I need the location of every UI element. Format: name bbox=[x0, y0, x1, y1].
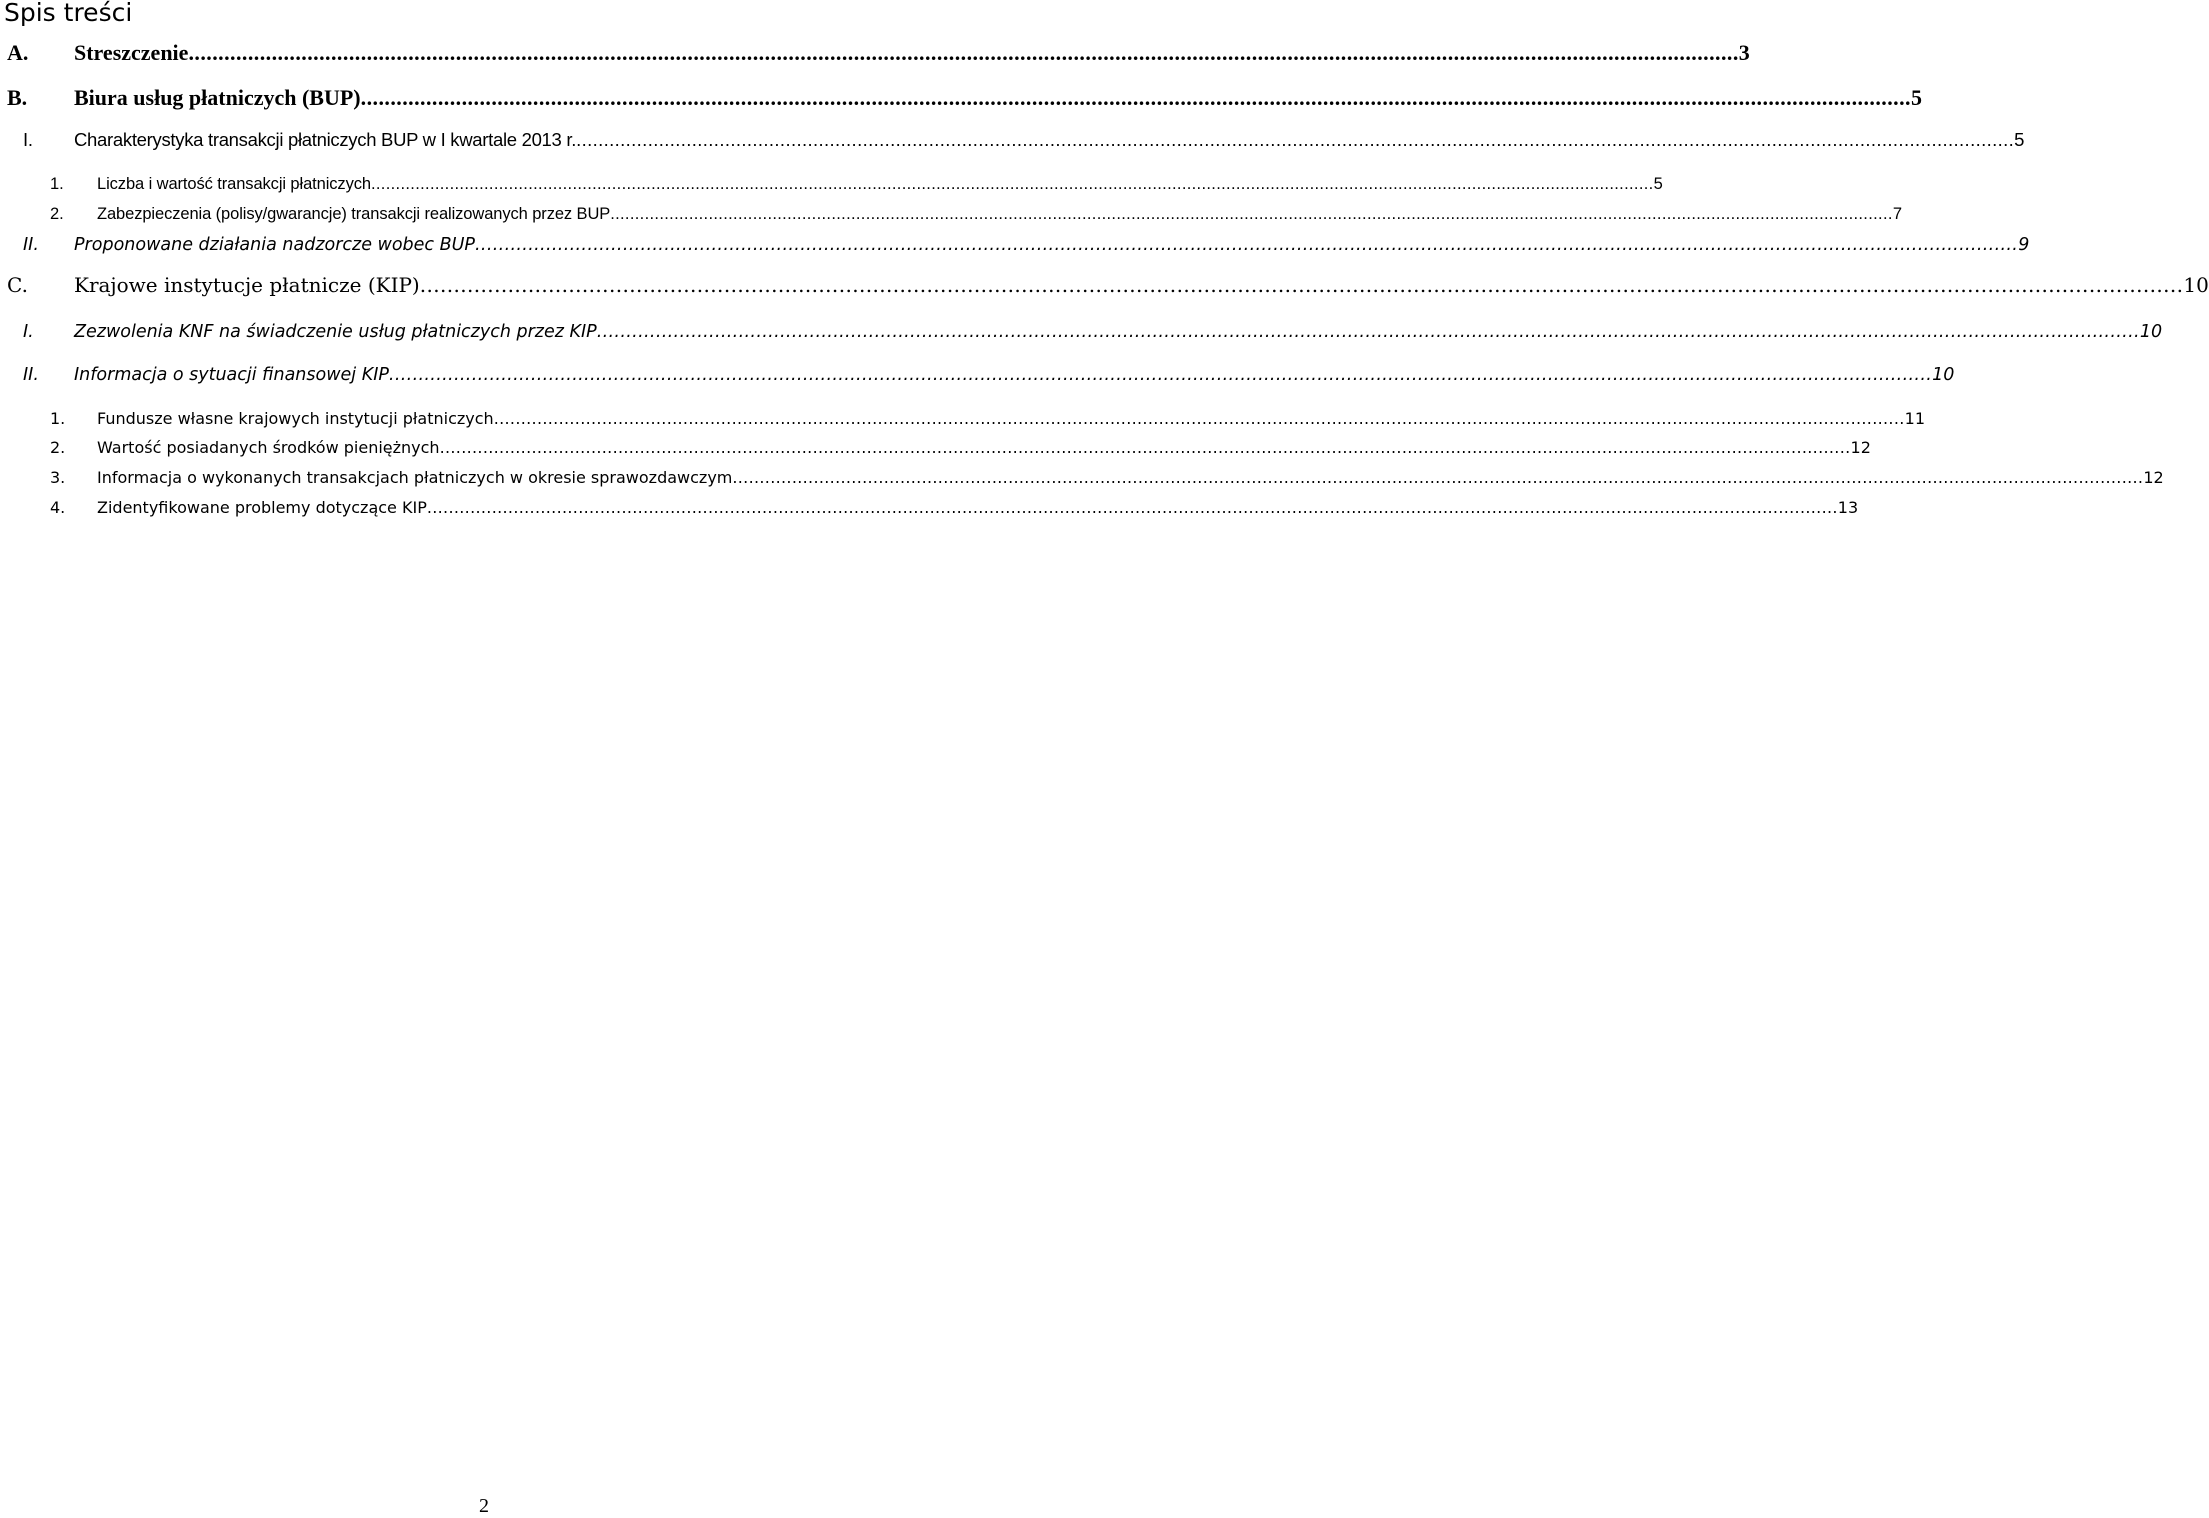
toc-dot-leader: ..................................................................................................................................................................................................................................................................... bbox=[493, 409, 1905, 428]
toc-entry-page: 7 bbox=[1892, 205, 1902, 223]
toc-entry-number: II. bbox=[23, 235, 39, 255]
toc-entry-title: Zabezpieczenia (polisy/gwarancje) transakcji realizowanych przez BUP bbox=[97, 205, 611, 223]
toc-entry-page: 9 bbox=[2018, 235, 2030, 255]
toc-entry-page: 3 bbox=[1738, 40, 1750, 65]
toc-entry-title: Informacja o sytuacji finansowej KIP bbox=[74, 365, 389, 385]
toc-entry-page: 10 bbox=[2139, 322, 2163, 342]
toc-entry-number: A. bbox=[7, 40, 29, 65]
toc-entry-title: Fundusze własne krajowych instytucji płatniczych bbox=[97, 409, 494, 428]
toc-entry-page: 10 bbox=[2183, 273, 2209, 297]
toc-entry-page: 13 bbox=[1837, 498, 1859, 517]
toc-entry-title: Charakterystyka transakcji płatniczych BUP w I kwartale 2013 r. bbox=[74, 129, 577, 150]
toc-entry-b-1-1[interactable] bbox=[0, 164, 1663, 194]
toc-entry-title: Proponowane działania nadzorcze wobec BUP bbox=[74, 235, 475, 255]
toc-entry-page: 5 bbox=[2014, 129, 2025, 150]
toc-dot-leader: ..................................................................................................................................................................................................................................................................... bbox=[439, 438, 1851, 457]
toc-dot-leader: ..................................................................................................................................................................................................................................................................... bbox=[426, 498, 1838, 517]
toc-entry-b-2[interactable] bbox=[0, 226, 2030, 256]
toc-entry-c-1[interactable] bbox=[0, 313, 2163, 343]
toc-entry-page: 10 bbox=[1932, 365, 1955, 385]
page-number: 2 bbox=[479, 1495, 489, 1517]
toc-entry-b-1[interactable] bbox=[0, 121, 2025, 151]
toc-title: Spis treści bbox=[4, 0, 133, 27]
toc-entry-number: 4. bbox=[50, 498, 66, 517]
toc-entry-number: 2. bbox=[50, 438, 66, 457]
toc-entry-c-2-2[interactable] bbox=[0, 428, 1871, 458]
toc-dot-leader: ..................................................................................................................................................................................................................................................................... bbox=[596, 322, 2140, 342]
toc-entry-number: 3. bbox=[50, 468, 66, 487]
toc-entry-number: B. bbox=[7, 85, 28, 110]
toc-dot-leader: ..................................................................................................................................................................................................................................................................... bbox=[360, 85, 1911, 110]
toc-entry-page: 5 bbox=[1910, 85, 1922, 110]
toc-entry-number: I. bbox=[23, 129, 33, 150]
toc-dot-leader: ..................................................................................................................................................................................................................................................................... bbox=[388, 365, 1933, 385]
toc-dot-leader: ..................................................................................................................................................................................................................................................................... bbox=[370, 175, 1654, 193]
toc-dot-leader: ..................................................................................................................................................................................................................................................................... bbox=[188, 40, 1739, 65]
toc-entry-page: 12 bbox=[1850, 438, 1871, 457]
toc-entry-number: C. bbox=[7, 273, 28, 297]
toc-entry-c-2[interactable] bbox=[0, 356, 1955, 386]
toc-entry-number: I. bbox=[23, 322, 34, 342]
toc-entry-page: 11 bbox=[1904, 409, 1926, 428]
toc-entry-b-1-2[interactable] bbox=[0, 194, 1902, 224]
toc-entry-number: 2. bbox=[50, 205, 64, 223]
toc-entry-title: Informacja o wykonanych transakcjach płatniczych w okresie sprawozdawczym bbox=[97, 468, 733, 487]
toc-entry-number: 1. bbox=[50, 175, 64, 193]
toc-dot-leader: ..................................................................................................................................................................................................................................................................... bbox=[419, 273, 2184, 297]
toc-dot-leader: ..................................................................................................................................................................................................................................................................... bbox=[610, 205, 1893, 223]
toc-dot-leader: ..................................................................................................................................................................................................................................................................... bbox=[732, 468, 2144, 487]
toc-entry-title: Krajowe instytucje płatnicze (KIP) bbox=[74, 273, 420, 297]
page-footer bbox=[0, 1494, 960, 1518]
toc-entry-c-2-3[interactable] bbox=[0, 458, 2164, 488]
toc-entry-title: Biura usług płatniczych (BUP) bbox=[74, 85, 361, 110]
toc-entry-number: II. bbox=[23, 365, 39, 385]
toc-dot-leader: ..................................................................................................................................................................................................................................................................... bbox=[576, 129, 2015, 150]
toc-entry-title: Wartość posiadanych środków pieniężnych bbox=[97, 438, 440, 457]
toc-entry-title: Zezwolenia KNF na świadczenie usług płatniczych przez KIP bbox=[74, 322, 597, 342]
toc-entry-title: Streszczenie bbox=[74, 40, 189, 65]
toc-entry-c-2-4[interactable] bbox=[0, 488, 1859, 518]
toc-entry-page: 5 bbox=[1653, 175, 1663, 193]
toc-entry-c[interactable] bbox=[0, 268, 2209, 298]
toc-entry-title: Liczba i wartość transakcji płatniczych bbox=[97, 175, 371, 193]
toc-entry-c-2-1[interactable] bbox=[0, 399, 1926, 429]
toc-entry-number: 1. bbox=[50, 409, 66, 428]
toc-entry-title: Zidentyfikowane problemy dotyczące KIP bbox=[97, 498, 427, 517]
toc-entry-b[interactable] bbox=[0, 81, 1922, 111]
toc-entry-a[interactable] bbox=[0, 36, 1750, 66]
toc-dot-leader: ..................................................................................................................................................................................................................................................................... bbox=[475, 235, 2019, 255]
toc-entry-page: 12 bbox=[2143, 468, 2164, 487]
